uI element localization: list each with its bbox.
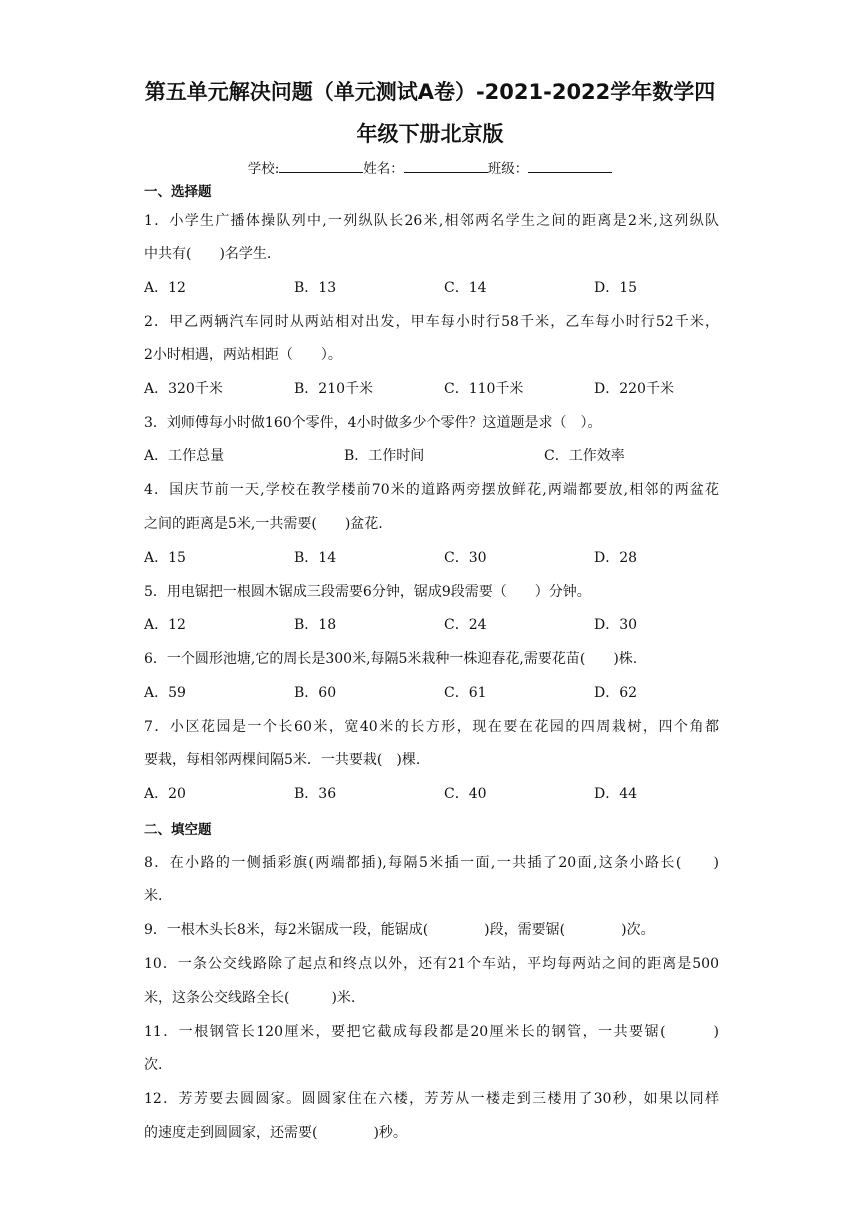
question-10-line-2: 米，这条公交线路全长( )米. <box>144 990 356 1006</box>
question-10-line-1: 10．一条公交线路除了起点和终点以外，还有21个车站，平均每两站之间的距离是500 <box>144 956 719 972</box>
page-title-line-1: 第五单元解决问题（单元测试A卷）-2021-2022学年数学四 <box>144 80 716 104</box>
question-7-option-c: C．40 <box>444 786 487 802</box>
question-3-line-1: 3．刘师傅每小时做160个零件，4小时做多少个零件？这道题是求（ ）。 <box>144 415 602 431</box>
page-title-line-2: 年级下册北京版 <box>356 122 504 146</box>
question-12-line-1: 12．芳芳要去圆圆家。圆圆家住在六楼，芳芳从一楼走到三楼用了30秒，如果以同样 <box>144 1091 719 1107</box>
name-label: 姓名： <box>363 161 404 177</box>
student-info-row <box>0 157 860 177</box>
question-2-option-c: C．110千米 <box>444 381 524 397</box>
question-1-option-c: C．14 <box>444 280 487 296</box>
question-1-option-a: A．12 <box>144 280 186 296</box>
question-4-option-b: B．14 <box>294 550 337 566</box>
question-6-line-1: 6．一个圆形池塘,它的周长是300米,每隔5米栽种一株迎春花,需要花苗( )株. <box>144 651 638 667</box>
section-heading-choice: 一、选择题 <box>144 184 212 200</box>
question-11-line-1: 11．一根钢管长120厘米，要把它截成每段都是20厘米长的钢管，一共要锯( ) <box>144 1024 719 1040</box>
question-11-line-2: 次. <box>144 1057 163 1073</box>
section-heading-fill-in: 二、填空题 <box>144 822 212 838</box>
question-3-option-c: C．工作效率 <box>544 448 625 464</box>
question-7-option-d: D．44 <box>594 786 638 802</box>
question-5-line-1: 5．用电锯把一根圆木锯成三段需要6分钟，锯成9段需要（ ）分钟。 <box>144 584 591 600</box>
question-6-option-a: A．59 <box>144 685 186 701</box>
question-3-option-b: B．工作时间 <box>344 448 425 464</box>
question-4-option-c: C．30 <box>444 550 487 566</box>
question-8-line-2: 米. <box>144 888 163 904</box>
question-4-option-d: D．28 <box>594 550 638 566</box>
question-7-option-b: B．36 <box>294 786 337 802</box>
class-label: 班级： <box>487 161 529 177</box>
question-5-option-b: B．18 <box>294 617 337 633</box>
question-7-line-1: 7．小区花园是一个长60米，宽40米的长方形，现在要在花园的四周栽树，四个角都 <box>144 719 719 735</box>
question-6-option-d: D．62 <box>594 685 638 701</box>
question-3-option-a: A．工作总量 <box>144 448 225 464</box>
question-8-line-1: 8．在小路的一侧插彩旗(两端都插),每隔5米插一面,一共插了20面,这条小路长( ) <box>144 855 719 871</box>
question-4-line-2: 之间的距离是5米,一共需要( )盆花. <box>144 516 383 532</box>
question-2-line-1: 2．甲乙两辆汽车同时从两站相对出发，甲车每小时行58千米，乙车每小时行52千米， <box>144 314 719 330</box>
question-1-line-1: 1．小学生广播体操队列中,一列纵队长26米,相邻两名学生之间的距离是2米,这列纵队 <box>144 213 719 229</box>
school-label: 学校: <box>247 161 280 177</box>
question-4-line-1: 4．国庆节前一天,学校在教学楼前70米的道路两旁摆放鲜花,两端都要放,相邻的两盆花 <box>144 482 719 498</box>
question-7-option-a: A．20 <box>144 786 186 802</box>
question-1-option-d: D．15 <box>594 280 638 296</box>
question-5-option-a: A．12 <box>144 617 186 633</box>
question-5-option-d: D．30 <box>594 617 638 633</box>
question-1-line-2: 中共有( )名学生. <box>144 246 272 262</box>
school-blank <box>279 160 363 173</box>
question-7-line-2: 要栽，每相邻两棵间隔5米．一共要栽( )棵. <box>144 752 421 768</box>
question-2-option-b: B．210千米 <box>294 381 374 397</box>
class-blank <box>528 160 612 173</box>
question-1-option-b: B．13 <box>294 280 337 296</box>
question-2-option-d: D．220千米 <box>594 381 674 397</box>
name-blank <box>404 160 488 173</box>
question-5-option-c: C．24 <box>444 617 487 633</box>
question-4-option-a: A．15 <box>144 550 186 566</box>
question-9-line-1: 9．一根木头长8米，每2米锯成一段，能锯成( )段，需要锯( )次。 <box>144 922 655 938</box>
question-2-line-2: 2小时相遇，两站相距（ ）。 <box>144 347 342 363</box>
question-12-line-2: 的速度走到圆圆家，还需要( )秒。 <box>144 1125 407 1141</box>
question-2-option-a: A．320千米 <box>144 381 223 397</box>
question-6-option-b: B．60 <box>294 685 337 701</box>
question-6-option-c: C．61 <box>444 685 487 701</box>
